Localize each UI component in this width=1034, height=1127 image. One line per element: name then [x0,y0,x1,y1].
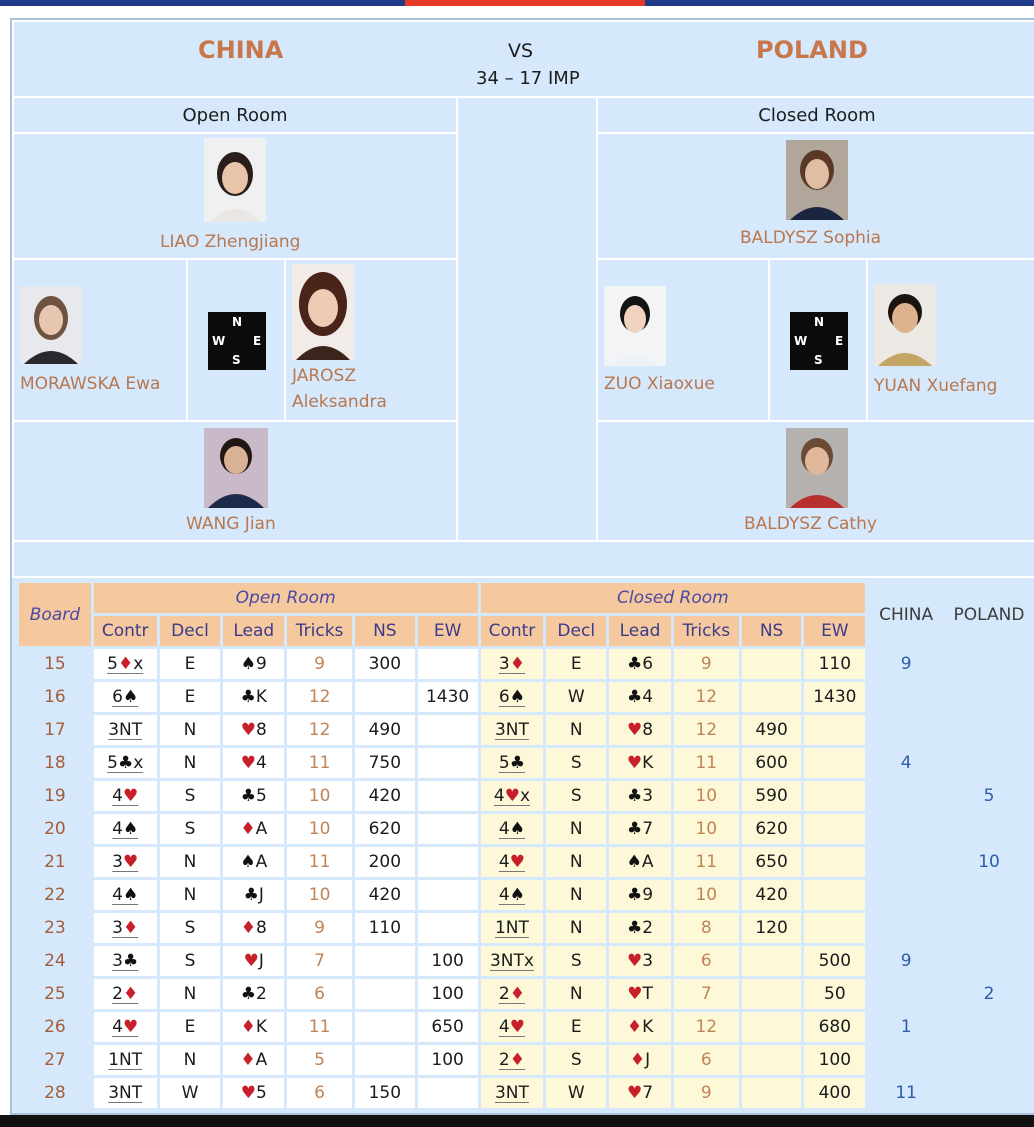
c-decl-cell: S [546,1045,606,1075]
o-tricks-cell: 12 [287,715,352,745]
board-header: Board [19,583,91,646]
ns-header: NS [355,616,415,646]
poland-cell: 2 [947,979,1031,1009]
o-tricks-cell: 9 [287,913,352,943]
o-lead-cell: ♥4 [223,748,284,778]
o-tricks-cell: 6 [287,979,352,1009]
table-row [19,682,1031,712]
table-row [19,715,1031,745]
board-cell: 27 [19,1045,91,1075]
tricks-header: Tricks [287,616,352,646]
o-decl-cell: N [160,1045,221,1075]
c-tricks-cell: 12 [674,1012,739,1042]
board-cell: 24 [19,946,91,976]
ew-header: EW [804,616,865,646]
poland-cell [947,946,1031,976]
o-ew-cell [418,748,478,778]
c-tricks-cell: 11 [674,847,739,877]
closed-room-group-header: Closed Room [481,583,866,613]
lead-header: Lead [223,616,284,646]
o-contr-cell: 4♥ [94,1012,157,1042]
table-row [19,814,1031,844]
o-contr-cell: 1NT [94,1045,157,1075]
c-decl-cell: S [546,946,606,976]
closed-east-seat [866,258,1034,422]
open-east-name-line1: JAROSZ [292,366,356,386]
c-contr-cell: 4♠ [481,880,544,910]
c-ns-cell [742,682,802,712]
open-compass-cell [186,258,286,422]
c-decl-cell: N [546,715,606,745]
c-tricks-cell: 12 [674,682,739,712]
c-decl-cell: N [546,880,606,910]
board-cell: 21 [19,847,91,877]
poland-cell [947,880,1031,910]
poland-cell [947,682,1031,712]
c-tricks-cell: 7 [674,979,739,1009]
o-tricks-cell: 5 [287,1045,352,1075]
board-cell: 15 [19,649,91,679]
o-lead-cell: ♦K [223,1012,284,1042]
c-contr-cell: 4♥ [481,847,544,877]
china-cell [868,1045,944,1075]
board-cell: 20 [19,814,91,844]
c-lead-cell: ♦J [609,1045,671,1075]
compass-icon: N W E S [790,312,848,370]
china-cell: 9 [868,946,944,976]
c-ns-cell [742,649,802,679]
c-ew-cell [804,847,865,877]
poland-cell [947,1045,1031,1075]
closed-east-name: YUAN Xuefang [874,376,998,396]
o-contr-cell: 4♠ [94,814,157,844]
c-decl-cell: W [546,1078,606,1108]
o-ns-cell: 750 [355,748,415,778]
c-ns-cell: 490 [742,715,802,745]
o-ns-cell: 420 [355,781,415,811]
o-ns-cell [355,1012,415,1042]
china-cell [868,979,944,1009]
c-lead-cell: ♣9 [609,880,671,910]
c-ns-cell: 650 [742,847,802,877]
o-tricks-cell: 11 [287,748,352,778]
vs-label: VS [508,40,534,62]
o-contr-cell: 3♥ [94,847,157,877]
c-ns-cell: 600 [742,748,802,778]
o-ew-cell [418,649,478,679]
c-ns-cell: 620 [742,814,802,844]
o-tricks-cell: 11 [287,1012,352,1042]
o-contr-cell: 2♦ [94,979,157,1009]
o-ns-cell [355,1045,415,1075]
o-ew-cell [418,814,478,844]
c-decl-cell: N [546,979,606,1009]
c-contr-cell: 2♦ [481,979,544,1009]
o-decl-cell: S [160,913,221,943]
o-decl-cell: S [160,781,221,811]
o-decl-cell: E [160,1012,221,1042]
china-cell [868,913,944,943]
o-ns-cell: 110 [355,913,415,943]
o-ew-cell: 100 [418,979,478,1009]
c-ns-cell [742,1078,802,1108]
o-ew-cell [418,781,478,811]
c-decl-cell: W [546,682,606,712]
c-lead-cell: ♥8 [609,715,671,745]
board-cell: 26 [19,1012,91,1042]
poland-cell [947,649,1031,679]
open-room-group-header: Open Room [94,583,478,613]
poland-cell [947,913,1031,943]
o-decl-cell: E [160,682,221,712]
poland-cell [947,748,1031,778]
o-lead-cell: ♥J [223,946,284,976]
o-ew-cell: 100 [418,946,478,976]
china-header: CHINA [868,583,944,646]
open-west-photo [20,286,82,364]
c-decl-cell: N [546,913,606,943]
o-decl-cell: N [160,748,221,778]
table-row [19,946,1031,976]
o-contr-cell: 4♠ [94,880,157,910]
table-row [19,1045,1031,1075]
o-ns-cell: 620 [355,814,415,844]
c-decl-cell: S [546,781,606,811]
c-ew-cell [804,814,865,844]
o-contr-cell: 3♣ [94,946,157,976]
poland-cell [947,814,1031,844]
c-contr-cell: 4♥ [481,1012,544,1042]
o-lead-cell: ♦A [223,814,284,844]
c-tricks-cell: 10 [674,880,739,910]
match-header [12,20,1034,98]
board-cell: 28 [19,1078,91,1108]
table-row [19,748,1031,778]
c-lead-cell: ♣3 [609,781,671,811]
o-tricks-cell: 11 [287,847,352,877]
c-ns-cell: 590 [742,781,802,811]
open-room-label: Open Room [182,105,288,126]
c-ns-cell: 120 [742,913,802,943]
c-lead-cell: ♣4 [609,682,671,712]
closed-south-photo [786,428,848,508]
o-tricks-cell: 7 [287,946,352,976]
c-ew-cell [804,748,865,778]
match-score: 34 – 17 IMP [476,68,580,89]
board-cell: 18 [19,748,91,778]
o-ns-cell: 150 [355,1078,415,1108]
china-cell: 9 [868,649,944,679]
tricks-header: Tricks [674,616,739,646]
board-cell: 25 [19,979,91,1009]
c-contr-cell: 6♠ [481,682,544,712]
closed-west-seat [596,258,770,422]
c-ns-cell: 420 [742,880,802,910]
o-decl-cell: N [160,847,221,877]
c-decl-cell: E [546,1012,606,1042]
table-row [19,1012,1031,1042]
closed-west-name: ZUO Xiaoxue [604,374,715,394]
o-ns-cell [355,946,415,976]
c-ew-cell: 110 [804,649,865,679]
c-ns-cell [742,1012,802,1042]
spacer-band [12,540,1034,578]
o-ew-cell [418,880,478,910]
o-ew-cell: 650 [418,1012,478,1042]
open-room-header [12,96,458,134]
o-ew-cell: 1430 [418,682,478,712]
open-south-name: WANG Jian [186,514,276,534]
contr-header: Contr [481,616,544,646]
c-lead-cell: ♠A [609,847,671,877]
ns-header: NS [742,616,802,646]
o-contr-cell: 5♣x [94,748,157,778]
o-decl-cell: W [160,1078,221,1108]
c-contr-cell: 3NTx [481,946,544,976]
c-ew-cell: 680 [804,1012,865,1042]
china-cell: 11 [868,1078,944,1108]
table-row [19,847,1031,877]
o-lead-cell: ♠A [223,847,284,877]
team-left: CHINA [198,36,284,64]
c-tricks-cell: 8 [674,913,739,943]
china-cell [868,781,944,811]
poland-cell: 10 [947,847,1031,877]
open-east-name-line2: Aleksandra [292,392,387,412]
closed-room-header [596,96,1034,134]
o-decl-cell: S [160,946,221,976]
c-decl-cell: N [546,847,606,877]
c-contr-cell: 2♦ [481,1045,544,1075]
closed-north-name: BALDYSZ Sophia [740,228,882,248]
c-lead-cell: ♣7 [609,814,671,844]
open-west-name: MORAWSKA Ewa [20,374,161,394]
o-decl-cell: N [160,979,221,1009]
o-lead-cell: ♦A [223,1045,284,1075]
decl-header: Decl [160,616,221,646]
compass-icon: N W E S [208,312,266,370]
o-lead-cell: ♣K [223,682,284,712]
o-ew-cell: 100 [418,1045,478,1075]
open-east-seat [284,258,458,422]
c-contr-cell: 3♦ [481,649,544,679]
contr-header: Contr [94,616,157,646]
c-tricks-cell: 9 [674,1078,739,1108]
o-contr-cell: 4♥ [94,781,157,811]
o-ns-cell [355,682,415,712]
c-tricks-cell: 12 [674,715,739,745]
poland-cell [947,715,1031,745]
c-ew-cell [804,715,865,745]
o-decl-cell: N [160,880,221,910]
lead-header: Lead [609,616,671,646]
china-cell: 1 [868,1012,944,1042]
o-lead-cell: ♣5 [223,781,284,811]
ew-header: EW [418,616,478,646]
c-ew-cell: 100 [804,1045,865,1075]
open-south-photo [204,428,268,508]
o-tricks-cell: 6 [287,1078,352,1108]
c-ew-cell [804,880,865,910]
o-ns-cell: 200 [355,847,415,877]
china-cell: 4 [868,748,944,778]
bottom-bar [0,1115,1034,1127]
o-tricks-cell: 12 [287,682,352,712]
o-decl-cell: S [160,814,221,844]
closed-south-seat [596,420,1034,542]
closed-west-photo [604,286,666,366]
o-lead-cell: ♦8 [223,913,284,943]
o-ns-cell [355,979,415,1009]
o-ew-cell [418,1078,478,1108]
board-cell: 22 [19,880,91,910]
o-decl-cell: E [160,649,221,679]
table-row [19,880,1031,910]
o-contr-cell: 3NT [94,715,157,745]
o-contr-cell: 3NT [94,1078,157,1108]
c-decl-cell: N [546,814,606,844]
team-right: POLAND [756,36,868,64]
c-ew-cell [804,781,865,811]
closed-east-photo [874,284,936,366]
board-cell: 23 [19,913,91,943]
board-cell: 19 [19,781,91,811]
c-ew-cell: 50 [804,979,865,1009]
c-decl-cell: E [546,649,606,679]
o-tricks-cell: 9 [287,649,352,679]
c-tricks-cell: 10 [674,814,739,844]
o-lead-cell: ♥5 [223,1078,284,1108]
o-contr-cell: 3♦ [94,913,157,943]
board-cell: 17 [19,715,91,745]
poland-cell: 5 [947,781,1031,811]
c-tricks-cell: 6 [674,1045,739,1075]
room-divider [456,96,598,542]
c-ns-cell [742,1045,802,1075]
china-cell [868,682,944,712]
o-ns-cell: 490 [355,715,415,745]
o-contr-cell: 6♠ [94,682,157,712]
c-contr-cell: 3NT [481,715,544,745]
o-lead-cell: ♣2 [223,979,284,1009]
o-decl-cell: N [160,715,221,745]
board-cell: 16 [19,682,91,712]
c-lead-cell: ♥3 [609,946,671,976]
c-lead-cell: ♥T [609,979,671,1009]
poland-cell [947,1012,1031,1042]
closed-north-seat [596,132,1034,260]
closed-room-label: Closed Room [758,105,876,126]
top-banner [0,0,1034,6]
c-lead-cell: ♦K [609,1012,671,1042]
open-north-photo [204,138,266,222]
open-east-photo [292,264,354,360]
o-ew-cell [418,847,478,877]
c-lead-cell: ♣6 [609,649,671,679]
o-tricks-cell: 10 [287,814,352,844]
o-ew-cell [418,715,478,745]
c-tricks-cell: 6 [674,946,739,976]
o-tricks-cell: 10 [287,781,352,811]
c-lead-cell: ♥K [609,748,671,778]
closed-compass-cell [768,258,868,422]
o-lead-cell: ♥8 [223,715,284,745]
china-cell [868,814,944,844]
c-contr-cell: 3NT [481,1078,544,1108]
c-ew-cell: 1430 [804,682,865,712]
open-south-seat [12,420,458,542]
o-lead-cell: ♣J [223,880,284,910]
closed-north-photo [786,140,848,220]
china-cell [868,880,944,910]
c-lead-cell: ♥7 [609,1078,671,1108]
c-contr-cell: 4♠ [481,814,544,844]
c-contr-cell: 5♣ [481,748,544,778]
o-ns-cell: 420 [355,880,415,910]
results-table [16,580,1034,1111]
c-tricks-cell: 10 [674,781,739,811]
c-ew-cell [804,913,865,943]
o-tricks-cell: 10 [287,880,352,910]
c-contr-cell: 4♥x [481,781,544,811]
o-ew-cell [418,913,478,943]
c-ns-cell [742,979,802,1009]
poland-header: POLAND [947,583,1031,646]
china-cell [868,715,944,745]
china-cell [868,847,944,877]
c-lead-cell: ♣2 [609,913,671,943]
open-north-seat [12,132,458,260]
c-ew-cell: 500 [804,946,865,976]
c-decl-cell: S [546,748,606,778]
closed-south-name: BALDYSZ Cathy [744,514,877,534]
c-ns-cell [742,946,802,976]
o-ns-cell: 300 [355,649,415,679]
c-ew-cell: 400 [804,1078,865,1108]
c-tricks-cell: 11 [674,748,739,778]
o-lead-cell: ♠9 [223,649,284,679]
table-row [19,979,1031,1009]
open-north-name: LIAO Zhengjiang [160,232,301,252]
table-row [19,781,1031,811]
table-row [19,649,1031,679]
table-row [19,913,1031,943]
table-row [19,1078,1031,1108]
poland-cell [947,1078,1031,1108]
c-contr-cell: 1NT [481,913,544,943]
decl-header: Decl [546,616,606,646]
o-contr-cell: 5♦x [94,649,157,679]
c-tricks-cell: 9 [674,649,739,679]
open-west-seat [12,258,188,422]
